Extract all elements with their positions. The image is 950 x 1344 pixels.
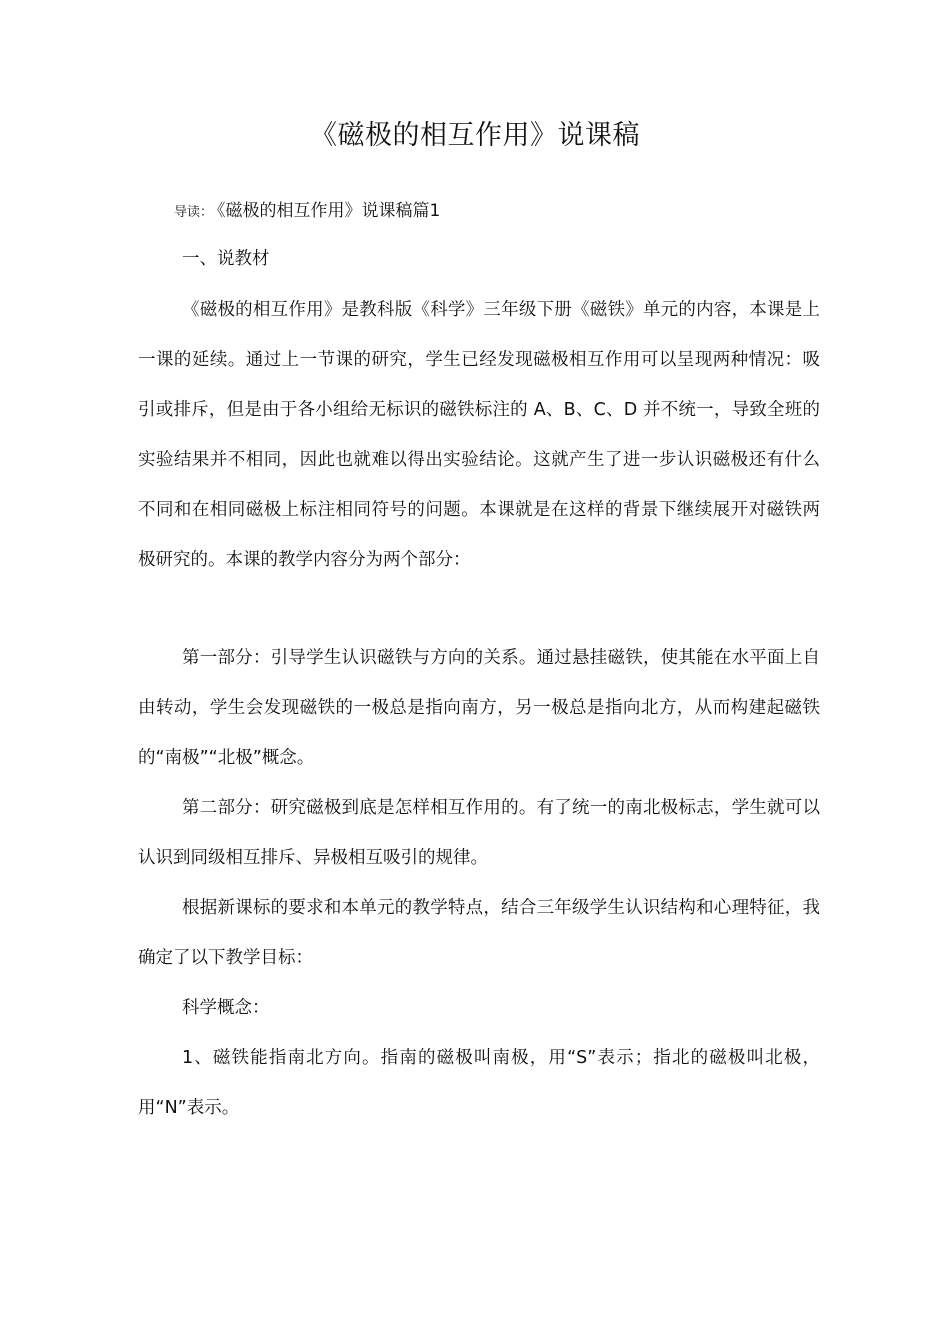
paragraph-textbook-overview: 《磁极的相互作用》是教科版《科学》三年级下册《磁铁》单元的内容，本课是上一课的延续。通过上一节课的研究，学生已经发现磁极相互作用可以呈现两种情况：吸引或排斥，但是由于各小组给无标识的磁铁标注的 A、B、C、D 并不统一，导致全班的实验结果并不相同，因此也就难以得出实验结论。这就产生了进一步认识磁极还有什么不同和在相同磁极上标注相同符号的问题。本课就是在这样的背景下继续展开对磁铁两极研究的。本课的教学内容分为两个部分：	[138, 300, 820, 570]
guide-text: 《磁极的相互作用》说课稿篇1	[217, 201, 441, 221]
paragraph-part-one: 第一部分：引导学生认识磁铁与方向的关系。通过悬挂磁铁，使其能在水平面上自由转动，学生会发现磁铁的一极总是指向南方，另一极总是指向北方，从而构建起磁铁的“南极”“北极”概念。	[138, 648, 820, 768]
paragraph-concept-one: 1、磁铁能指南北方向。指南的磁极叫南极，用“S”表示；指北的磁极叫北极，用“N”表示。	[138, 1048, 820, 1118]
paragraph-science-concepts-heading: 科学概念：	[182, 998, 270, 1018]
paragraph-teaching-goals: 根据新课标的要求和本单元的教学特点，结合三年级学生认识结构和心理特征，我确定了以下教学目标：	[138, 898, 820, 968]
guide-line	[174, 197, 440, 227]
guide-label: 导读：	[174, 205, 214, 220]
paragraph-part-two: 第二部分：研究磁极到底是怎样相互作用的。有了统一的南北极标志，学生就可以认识到同级相互排斥、异极相互吸引的规律。	[138, 798, 820, 868]
section-heading: 一、说教材	[182, 249, 270, 269]
document-title: 《磁极的相互作用》说课稿	[310, 120, 640, 151]
